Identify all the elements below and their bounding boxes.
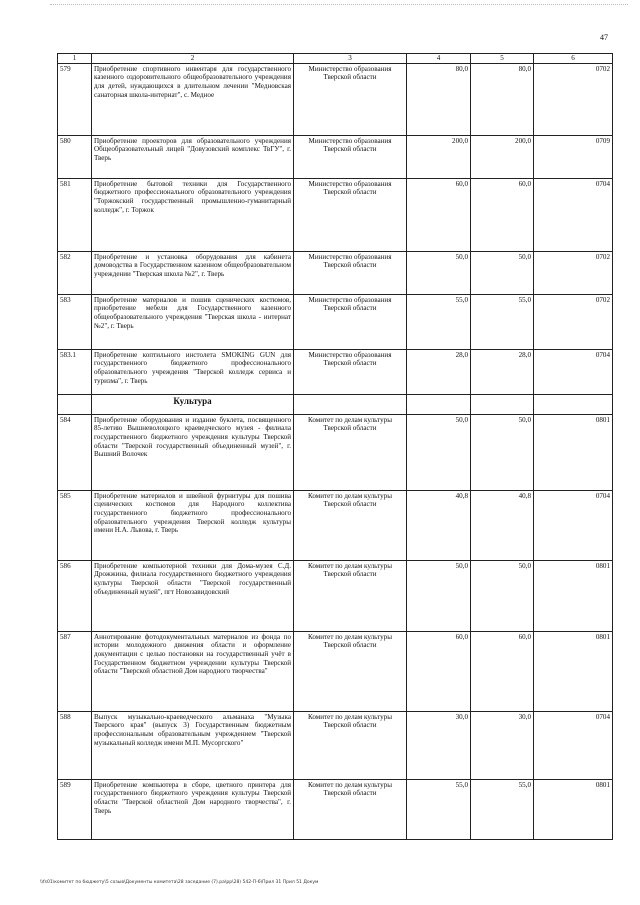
- budget-code-cell: 0702: [534, 294, 613, 349]
- amount-cell: 30,0: [471, 711, 534, 779]
- page-number: 47: [600, 33, 608, 42]
- row-number-cell: 581: [58, 178, 92, 251]
- header-cell: 6: [534, 54, 613, 64]
- organization-cell: Комитет по делам культуры Тверской области: [294, 631, 407, 711]
- empty-cell: [294, 394, 407, 414]
- budget-code-cell: 0702: [534, 251, 613, 294]
- amount-cell: 60,0: [407, 631, 471, 711]
- organization-cell: Комитет по делам культуры Тверской области: [294, 414, 407, 490]
- table-row: [58, 294, 613, 349]
- amount-cell: 55,0: [407, 779, 471, 839]
- empty-cell: [534, 394, 613, 414]
- amount-cell: 80,0: [407, 63, 471, 135]
- table-row: [58, 779, 613, 839]
- organization-cell: Министерство образования Тверской области: [294, 294, 407, 349]
- row-number-cell: 588: [58, 711, 92, 779]
- table-row: [58, 135, 613, 178]
- header-row: [58, 54, 613, 64]
- organization-cell: Министерство образования Тверской области: [294, 251, 407, 294]
- section-row: [58, 394, 613, 414]
- table-row: [58, 349, 613, 394]
- table-row: [58, 560, 613, 631]
- table-row: [58, 251, 613, 294]
- table-row: [58, 63, 613, 135]
- budget-table: [57, 53, 613, 840]
- section-title: Культура: [92, 394, 294, 414]
- budget-code-cell: 0801: [534, 414, 613, 490]
- amount-cell: 50,0: [407, 414, 471, 490]
- description-cell: Приобретение проекторов для образовательного учреждения Общеобразовательный лицей "Довузовский комплекс ТвГУ", г. Тверь: [92, 135, 294, 178]
- amount-cell: 50,0: [471, 414, 534, 490]
- budget-code-cell: 0702: [534, 63, 613, 135]
- file-path-footer: \\fs01\комитет по бюджету\5 созыв\Документы комитета\28 заседание (7).ра\рр\28) 542-П-6\Прил 31 Прил 51 Докум: [40, 880, 319, 885]
- description-cell: Приобретение оборудования и издание буклета, посвященного 85-летию Вышневолоцкого краеведческого музея - филиала государственного бюджетного учреждения культуры Тверской области "Тверской государственный объединенный музей", г. Вышний Волочек: [92, 414, 294, 490]
- amount-cell: 50,0: [471, 560, 534, 631]
- row-number-cell: 584: [58, 414, 92, 490]
- amount-cell: 28,0: [407, 349, 471, 394]
- amount-cell: 60,0: [407, 178, 471, 251]
- description-cell: Приобретение и установка оборудования для кабинета домоводства в Государственном казенном общеобразовательном учреждении "Тверская школа №2", г. Тверь: [92, 251, 294, 294]
- amount-cell: 50,0: [471, 251, 534, 294]
- amount-cell: 55,0: [407, 294, 471, 349]
- amount-cell: 200,0: [407, 135, 471, 178]
- budget-code-cell: 0801: [534, 779, 613, 839]
- row-number-cell: 582: [58, 251, 92, 294]
- amount-cell: 200,0: [471, 135, 534, 178]
- amount-cell: 55,0: [471, 779, 534, 839]
- amount-cell: 50,0: [407, 251, 471, 294]
- amount-cell: 30,0: [407, 711, 471, 779]
- header-cell: 1: [58, 54, 92, 64]
- budget-code-cell: 0704: [534, 711, 613, 779]
- organization-cell: Комитет по делам культуры Тверской области: [294, 779, 407, 839]
- budget-code-cell: 0801: [534, 631, 613, 711]
- row-number-cell: 589: [58, 779, 92, 839]
- organization-cell: Комитет по делам культуры Тверской области: [294, 560, 407, 631]
- description-cell: Приобретение материалов и пошив сценических костюмов, приобретение мебели для Государственного казенного общеобразовательного учреждения "Тверская школа - интернат №2", г. Тверь: [92, 294, 294, 349]
- description-cell: Приобретение материалов и швейной фурнитуры для пошива сценических костюмов для Народного коллектива государственного бюджетного профессионального образовательного учреждения Тверской колледж культуры имени Н.А. Львова, г. Тверь: [92, 490, 294, 560]
- header-cell: 4: [407, 54, 471, 64]
- table-row: [58, 711, 613, 779]
- organization-cell: Комитет по делам культуры Тверской области: [294, 490, 407, 560]
- amount-cell: 40,8: [471, 490, 534, 560]
- description-cell: Приобретение компьютерной техники для Дома-музея С.Д. Дрожжина, филиала государственного бюджетного учреждения культуры Тверской области "Тверской государственный объединенный музей", пгт Новозавидовский: [92, 560, 294, 631]
- amount-cell: 28,0: [471, 349, 534, 394]
- description-cell: Приобретение компьютера в сборе, цветного принтера для государственного бюджетного учреждения культуры Тверской области "Тверской областной Дом народного творчества", г. Тверь: [92, 779, 294, 839]
- table-row: [58, 414, 613, 490]
- table-row: [58, 631, 613, 711]
- description-cell: Приобретение коптильного инстолета SMOKING GUN для государственного бюджетного профессионального образовательного учреждения "Тверской колледж сервиса и туризма", г. Тверь: [92, 349, 294, 394]
- amount-cell: 80,0: [471, 63, 534, 135]
- organization-cell: Министерство образования Тверской области: [294, 63, 407, 135]
- description-cell: Приобретение бытовой техники для Государственного бюджетного профессионального образовательного учреждения "Торжокский государственный промышленно-гуманитарный колледж", г. Торжок: [92, 178, 294, 251]
- budget-code-cell: 0801: [534, 560, 613, 631]
- description-cell: Выпуск музыкально-краеведческого альманаха "Музыка Тверского края" (выпуск 3) Государственным бюджетным профессиональным образовательным учреждением "Тверской музыкальный колледж имени М.П. Мусоргского": [92, 711, 294, 779]
- row-number-cell: 585: [58, 490, 92, 560]
- amount-cell: 40,8: [407, 490, 471, 560]
- empty-cell: [58, 394, 92, 414]
- description-cell: Приобретение спортивного инвентаря для государственного казенного оздоровительного общеобразовательного учреждения для детей, нуждающихся в длительном лечении "Медновская санаторная школа-интернат", с. Медное: [92, 63, 294, 135]
- budget-code-cell: 0709: [534, 135, 613, 178]
- organization-cell: Министерство образования Тверской области: [294, 349, 407, 394]
- amount-cell: 60,0: [471, 178, 534, 251]
- row-number-cell: 587: [58, 631, 92, 711]
- organization-cell: Комитет по делам культуры Тверской области: [294, 711, 407, 779]
- budget-code-cell: 0704: [534, 178, 613, 251]
- row-number-cell: 580: [58, 135, 92, 178]
- table-row: [58, 178, 613, 251]
- row-number-cell: 583: [58, 294, 92, 349]
- scan-artifact-line: [50, 4, 628, 7]
- row-number-cell: 583.1: [58, 349, 92, 394]
- empty-cell: [407, 394, 471, 414]
- table-row: [58, 490, 613, 560]
- empty-cell: [471, 394, 534, 414]
- budget-code-cell: 0704: [534, 349, 613, 394]
- organization-cell: Министерство образования Тверской области: [294, 135, 407, 178]
- row-number-cell: 579: [58, 63, 92, 135]
- header-cell: 3: [294, 54, 407, 64]
- amount-cell: 60,0: [471, 631, 534, 711]
- header-cell: 2: [92, 54, 294, 64]
- amount-cell: 50,0: [407, 560, 471, 631]
- budget-code-cell: 0704: [534, 490, 613, 560]
- amount-cell: 55,0: [471, 294, 534, 349]
- row-number-cell: 586: [58, 560, 92, 631]
- organization-cell: Министерство образования Тверской области: [294, 178, 407, 251]
- description-cell: Аннотирование фотодокументальных материалов из фонда по истории молодежного движения области и оформление документации с целью постановки на государственный учёт в Государственном бюджетном учреждении культуры Тверской области "Тверской областной Дом народного творчества": [92, 631, 294, 711]
- header-cell: 5: [471, 54, 534, 64]
